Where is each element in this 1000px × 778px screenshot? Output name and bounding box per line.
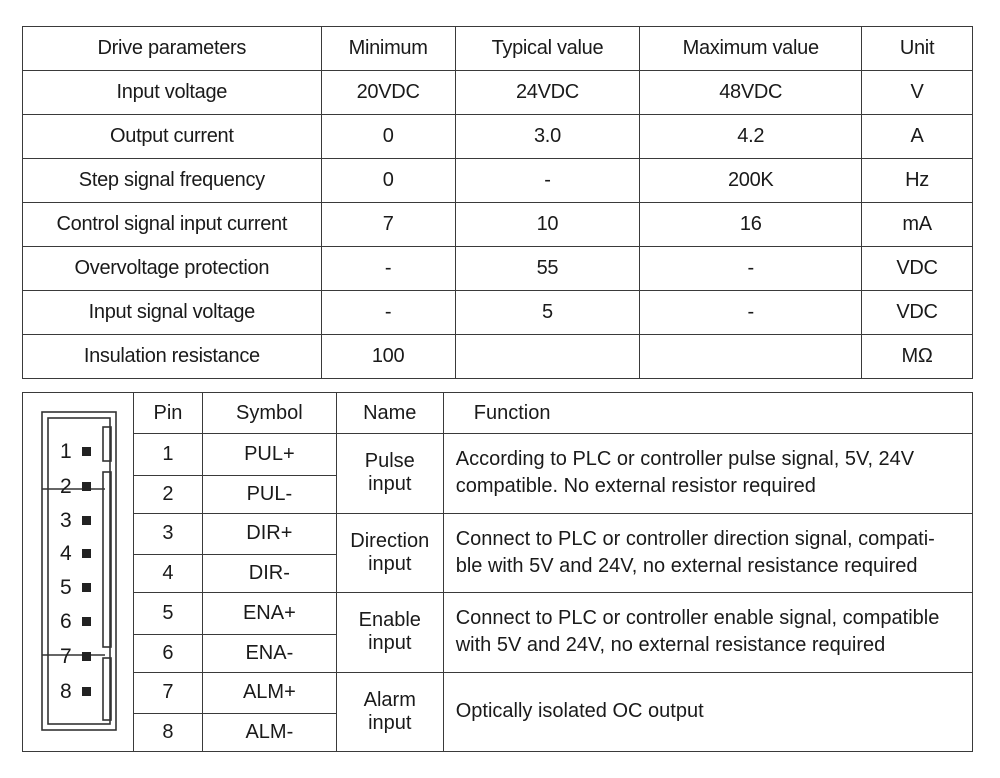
signal-name-line: input xyxy=(368,711,412,734)
param-name: Step signal frequency xyxy=(23,159,322,203)
connector-pin-square-icon xyxy=(82,516,91,525)
function-line: with 5V and 24V, no external resistance required xyxy=(455,634,886,657)
connector-pin-square-icon xyxy=(82,652,91,661)
param-unit: MΩ xyxy=(862,335,973,379)
pin-number: 7 xyxy=(134,672,203,714)
param-max: 16 xyxy=(640,203,862,247)
signal-name-line: input xyxy=(368,552,412,575)
param-name: Insulation resistance xyxy=(23,335,322,379)
table-row xyxy=(23,434,973,476)
signal-name-line: Enable xyxy=(358,609,421,632)
table-row xyxy=(23,159,973,203)
signal-name xyxy=(336,513,443,593)
param-typ: 5 xyxy=(455,291,640,335)
param-typ xyxy=(455,335,640,379)
param-unit: VDC xyxy=(862,247,973,291)
pin-symbol: ENA+ xyxy=(202,593,336,635)
pin-symbol: DIR+ xyxy=(202,513,336,555)
param-unit: mA xyxy=(862,203,973,247)
connector-pin-label: 2 xyxy=(60,475,72,498)
param-min: 0 xyxy=(321,115,455,159)
param-name: Output current xyxy=(23,115,322,159)
pin-symbol: ALM+ xyxy=(202,672,336,714)
signal-name-line: input xyxy=(368,632,412,655)
connector-pin-square-icon xyxy=(82,617,91,626)
connector-pin-square-icon xyxy=(82,687,91,696)
connector-pin-label: 8 xyxy=(60,680,72,703)
param-typ: 55 xyxy=(455,247,640,291)
param-name: Input voltage xyxy=(23,71,322,115)
table-row xyxy=(23,203,973,247)
signal-function xyxy=(443,434,972,514)
table-row xyxy=(23,71,973,115)
header-pin: Pin xyxy=(134,393,203,434)
param-name: Overvoltage protection xyxy=(23,247,322,291)
pin-number: 1 xyxy=(134,434,203,476)
table-row xyxy=(23,247,973,291)
param-max: 48VDC xyxy=(640,71,862,115)
pin-number: 6 xyxy=(134,634,203,672)
header-symbol: Symbol xyxy=(202,393,336,434)
table-row xyxy=(23,115,973,159)
connector-pin-label: 3 xyxy=(60,509,72,532)
connector-pin-square-icon xyxy=(82,549,91,558)
param-unit: A xyxy=(862,115,973,159)
param-max: 4.2 xyxy=(640,115,862,159)
signal-function xyxy=(443,513,972,593)
connector-pin-square-icon xyxy=(82,482,91,491)
table-row xyxy=(23,593,973,635)
header-unit: Unit xyxy=(862,27,973,71)
param-name: Control signal input current xyxy=(23,203,322,247)
param-typ: 24VDC xyxy=(455,71,640,115)
param-min: 100 xyxy=(321,335,455,379)
function-line: compatible. No external resistor required xyxy=(455,475,816,498)
signal-function xyxy=(443,593,972,673)
table-row xyxy=(23,335,973,379)
connector-diagram xyxy=(23,393,133,745)
param-min: 0 xyxy=(321,159,455,203)
param-min: 20VDC xyxy=(321,71,455,115)
header-minimum: Minimum xyxy=(321,27,455,71)
connector-cell xyxy=(23,393,134,752)
pin-number: 8 xyxy=(134,714,203,752)
function-line: Optically isolated OC output xyxy=(455,700,704,723)
param-typ: - xyxy=(455,159,640,203)
signal-name-line: Pulse xyxy=(364,450,415,473)
param-max: 200K xyxy=(640,159,862,203)
connector-pin-label: 5 xyxy=(60,576,72,599)
param-min: 7 xyxy=(321,203,455,247)
pin-number: 5 xyxy=(134,593,203,635)
connector-pin-label: 7 xyxy=(60,645,72,668)
pin-number: 2 xyxy=(134,475,203,513)
pin-symbol: PUL+ xyxy=(202,434,336,476)
function-line: Connect to PLC or controller enable signal, compatible xyxy=(455,607,940,630)
param-max: - xyxy=(640,247,862,291)
pin-number: 3 xyxy=(134,513,203,555)
connector-pin-label: 6 xyxy=(60,610,72,633)
header-function: Function xyxy=(443,393,972,434)
signal-function xyxy=(443,672,972,752)
param-max xyxy=(640,335,862,379)
connector-pin-square-icon xyxy=(82,447,91,456)
connector-pin-label: 1 xyxy=(60,440,72,463)
signal-name-line: Alarm xyxy=(363,688,416,711)
function-line: According to PLC or controller pulse signal, 5V, 24V xyxy=(455,448,915,471)
param-typ: 10 xyxy=(455,203,640,247)
param-max: - xyxy=(640,291,862,335)
signal-name-line: Direction xyxy=(350,529,430,552)
table-row xyxy=(23,513,973,555)
pin-definition-table xyxy=(22,392,973,752)
table-row xyxy=(23,291,973,335)
pin-number: 4 xyxy=(134,555,203,593)
param-min: - xyxy=(321,291,455,335)
signal-name xyxy=(336,672,443,752)
header-maximum-value: Maximum value xyxy=(640,27,862,71)
params-header-row xyxy=(23,27,973,71)
pin-symbol: DIR- xyxy=(202,555,336,593)
param-typ: 3.0 xyxy=(455,115,640,159)
table-row xyxy=(23,672,973,714)
pin-symbol: ALM- xyxy=(202,714,336,752)
pins-header-row xyxy=(23,393,973,434)
param-name: Input signal voltage xyxy=(23,291,322,335)
connector-pin-square-icon xyxy=(82,583,91,592)
param-unit: VDC xyxy=(862,291,973,335)
header-drive-parameters: Drive parameters xyxy=(23,27,322,71)
signal-name xyxy=(336,593,443,673)
header-name: Name xyxy=(336,393,443,434)
param-unit: V xyxy=(862,71,973,115)
param-min: - xyxy=(321,247,455,291)
function-line: ble with 5V and 24V, no external resistance required xyxy=(455,554,918,577)
pin-symbol: PUL- xyxy=(202,475,336,513)
signal-name-line: input xyxy=(368,473,412,496)
pin-symbol: ENA- xyxy=(202,634,336,672)
signal-name xyxy=(336,434,443,514)
header-typical-value: Typical value xyxy=(455,27,640,71)
function-line: Connect to PLC or controller direction signal, compati- xyxy=(455,527,935,550)
drive-parameters-table xyxy=(22,26,973,379)
param-unit: Hz xyxy=(862,159,973,203)
connector-pin-label: 4 xyxy=(60,542,72,565)
